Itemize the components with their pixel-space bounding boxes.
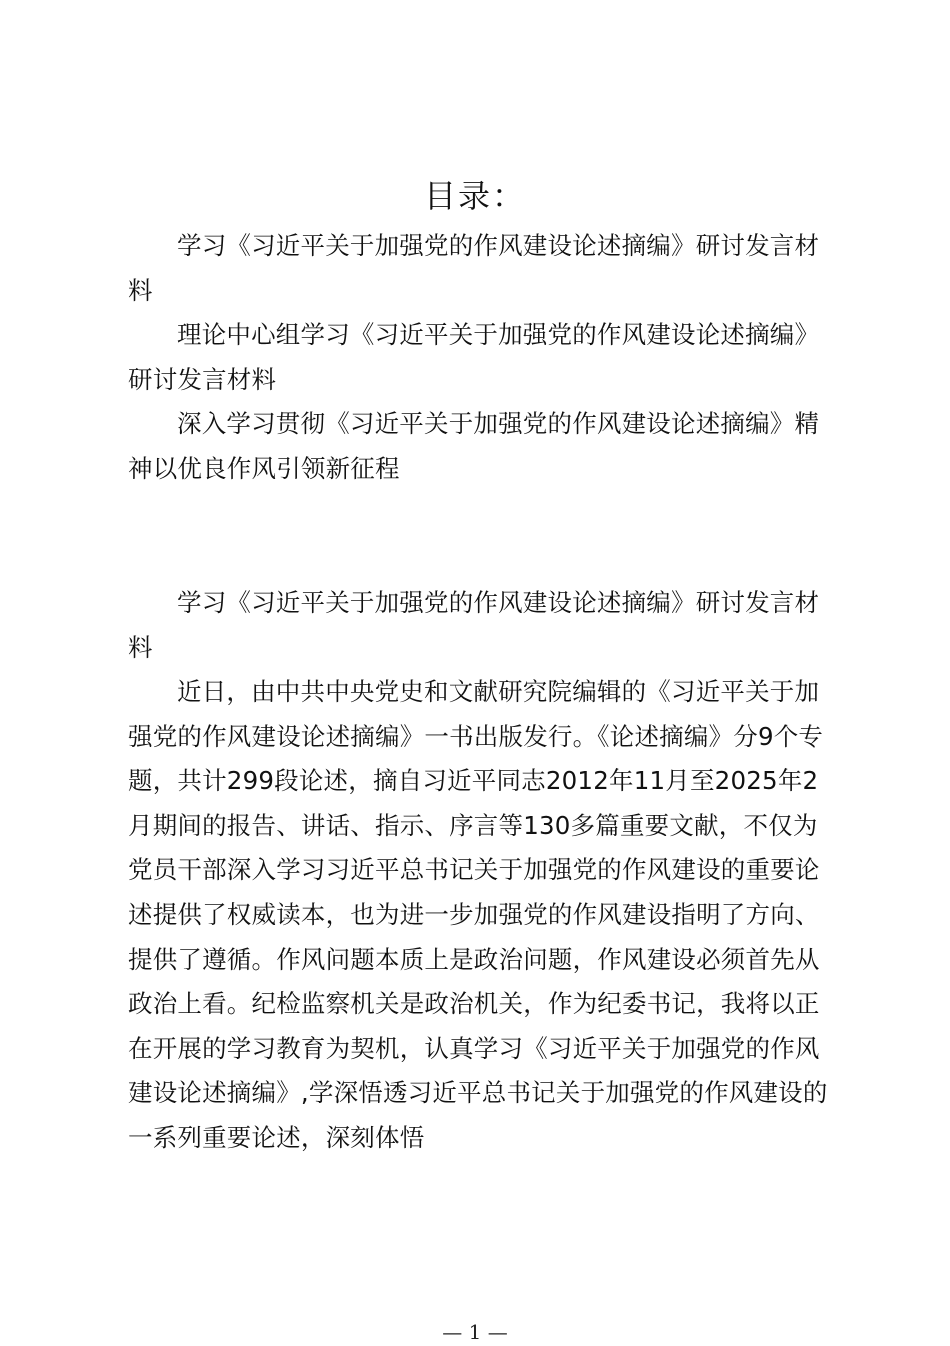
toc-item: 学习《习近平关于加强党的作风建设论述摘编》研讨发言材料 bbox=[128, 231, 820, 305]
toc-item: 深入学习贯彻《习近平关于加强党的作风建设论述摘编》精神以优良作风引领新征程 bbox=[128, 409, 820, 483]
toc-item: 理论中心组学习《习近平关于加强党的作风建设论述摘编》研讨发言材料 bbox=[128, 320, 820, 394]
toc-title: 目录： bbox=[423, 177, 526, 215]
body-paragraph: 近日，由中共中央党史和文献研究院编辑的《习近平关于加强党的作风建设论述摘编》一书出版发行。《论述摘编》分9个专题，共计299段论述，摘自习近平同志2012年11月至2025年2月期间的报告、讲话、指示、序言等130多篇重要文献，不仅为党员干部深入学习习近平总书记关于加强党的作风建设的重要论述提供了权威读本，也为进一步加强党的作风建设指明了方向、提供了遵循。作风问题本质上是政治问题，作风建设必须首先从政治上看。纪检监察机关是政治机关，作为纪委书记，我将以正在开展的学习教育为契机，认真学习《习近平关于加强党的作风建设论述摘编》,学深悟透习近平总书记关于加强党的作风建设的一系列重要论述，深刻体悟 bbox=[128, 677, 828, 1152]
section-title: 学习《习近平关于加强党的作风建设论述摘编》研讨发言材料 bbox=[128, 588, 820, 662]
page-number: — 1 — bbox=[442, 1320, 508, 1344]
